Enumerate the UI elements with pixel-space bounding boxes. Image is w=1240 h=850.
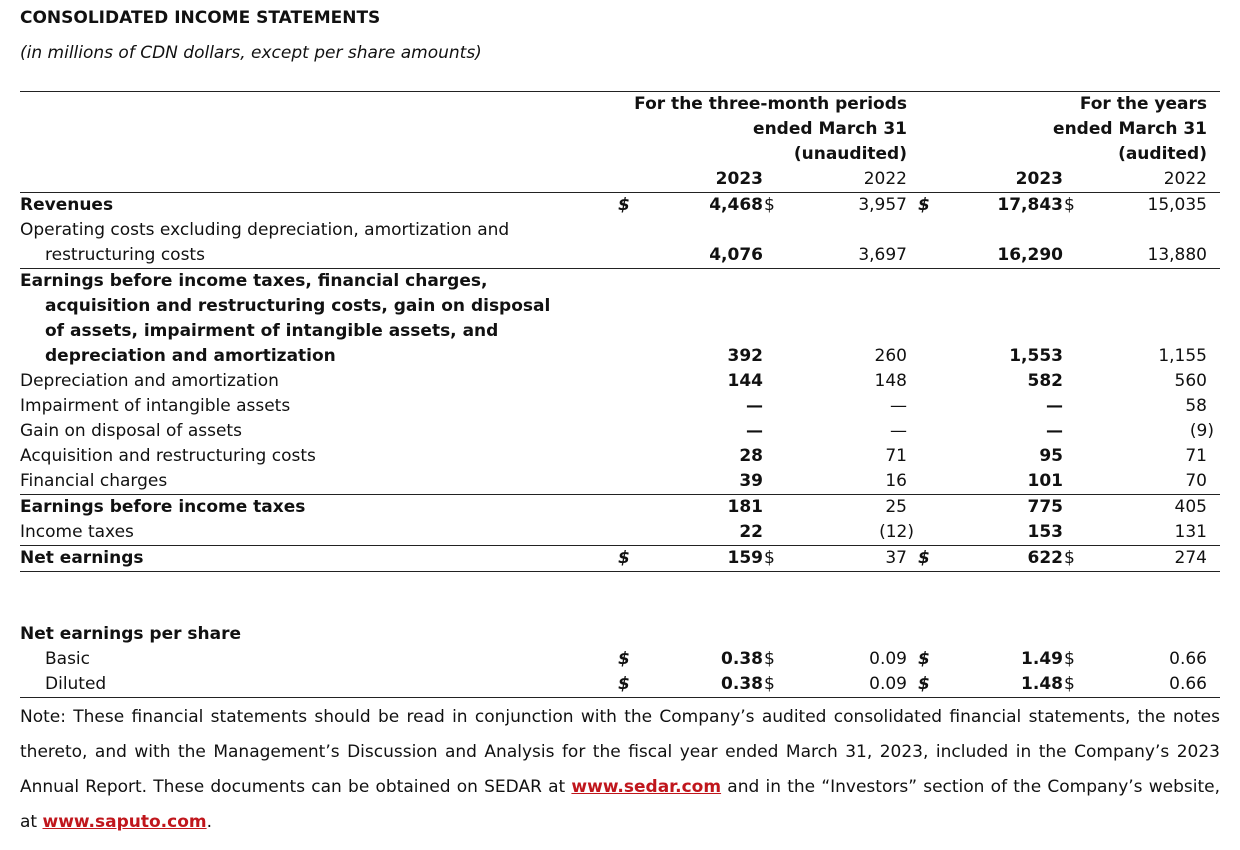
cell-2023-y: 1.48 [1021,674,1063,694]
cell-2023-q: — [746,396,763,416]
note-text: . [206,812,212,832]
table-row-income-taxes [0,520,1240,545]
cell-2023-y: — [1046,421,1063,441]
row-label: Net earnings [20,548,144,568]
currency-sign: $ [1064,649,1075,669]
row-label: acquisition and restructuring costs, gain on disposal [45,296,551,316]
cell-2023-q: 0.38 [721,674,763,694]
year-2022-three-month: 2022 [863,169,907,189]
cell-2023-y: 775 [1027,497,1063,517]
currency-sign: $ [918,548,930,568]
cell-2022-q: (12) [879,522,914,542]
cell-2023-y: 17,843 [997,195,1063,215]
saputo-link[interactable]: www.saputo.com [42,812,207,832]
row-label: Depreciation and amortization [20,371,279,391]
currency-sign: $ [618,548,630,568]
table-row-operating-costs-cont [0,243,1240,268]
cell-2023-q: — [746,421,763,441]
cell-2023-y: 582 [1027,371,1063,391]
note-text: and in the “Investors” section of the Company’s website, at [20,777,1220,832]
cell-2023-y: 153 [1027,522,1063,542]
cell-2022-y: (9) [1189,421,1214,441]
table-row-financial-charges [0,469,1240,494]
cell-2022-q: 148 [874,371,907,391]
table-row-impairment [0,394,1240,419]
table-row-gain-disposal [0,419,1240,444]
cell-2022-q: 16 [885,471,907,491]
row-label: restructuring costs [45,245,205,265]
row-label: of assets, impairment of intangible assets, and [45,321,499,341]
cell-2023-q: 392 [727,346,763,366]
footnote [20,700,1220,840]
eps-rule [20,697,1220,698]
table-row-depreciation [0,369,1240,394]
cell-2023-y: 1,553 [1009,346,1063,366]
cell-2022-y: 131 [1174,522,1207,542]
cell-2022-q: 260 [874,346,907,366]
currency-sign: $ [764,195,775,215]
cell-2023-q: 39 [739,471,763,491]
currency-sign: $ [764,548,775,568]
row-label: Earnings before income taxes [20,497,306,517]
cell-2022-q: 25 [885,497,907,517]
cell-2022-q: 37 [885,548,907,568]
currency-sign: $ [918,649,930,669]
cell-2022-q: 3,957 [858,195,907,215]
row-label: Earnings before income taxes, financial charges, [20,271,488,291]
currency-sign: $ [1064,195,1075,215]
currency-sign: $ [918,195,930,215]
cell-2023-y: 622 [1027,548,1063,568]
row-label: Gain on disposal of assets [20,421,242,441]
cell-2022-y: 13,880 [1147,245,1207,265]
row-label: Operating costs excluding depreciation, amortization and [20,220,510,240]
cell-2023-q: 144 [727,371,763,391]
currency-sign: $ [764,674,775,694]
cell-2023-y: 101 [1027,471,1063,491]
currency-sign: $ [1064,674,1075,694]
statement-title: CONSOLIDATED INCOME STATEMENTS [20,8,381,28]
currency-sign: $ [918,674,930,694]
eps-heading-row [0,622,1240,647]
table-row-eps-basic [0,647,1240,672]
cell-2022-y: 560 [1174,371,1207,391]
currency-sign: $ [764,649,775,669]
table-row-acquisition [0,444,1240,469]
cell-2023-q: 22 [739,522,763,542]
statement-subtitle: (in millions of CDN dollars, except per share amounts) [20,43,482,63]
table-row-ebitda-1 [0,269,1240,294]
sedar-link[interactable]: www.sedar.com [571,777,722,797]
eps-heading: Net earnings per share [20,624,242,644]
cell-2022-y: 70 [1185,471,1207,491]
cell-2022-q: 71 [885,446,907,466]
table-row-revenues [0,193,1240,218]
currency-sign: $ [1064,548,1075,568]
top-rule [20,91,1220,92]
cell-2023-q: 0.38 [721,649,763,669]
year-2022-years: 2022 [1163,169,1207,189]
cell-2023-q: 4,468 [709,195,763,215]
cell-2022-y: 405 [1174,497,1207,517]
table-row-ebt [0,495,1240,520]
years-header: For the years ended March 31 (audited) [1053,94,1207,164]
cell-2022-q: — [890,396,907,416]
currency-sign: $ [618,674,630,694]
cell-2022-y: 274 [1174,548,1207,568]
currency-sign: $ [618,649,630,669]
cell-2023-y: — [1046,396,1063,416]
cell-2022-y: 0.66 [1169,649,1207,669]
cell-2022-q: 0.09 [869,649,907,669]
note-text: Note: These financial statements should be read in conjunction with the Company’s audited consolidated financial statements, the notes thereto, and with the Management’s Discussion and Analysis for the fiscal year ended March 31, 2023, included in the Company’s 2023 Annual Report. These documents can be obtained on SEDAR at [20,707,1220,797]
table-row-net-earnings [0,546,1240,571]
cell-2023-y: 95 [1039,446,1063,466]
cell-2023-y: 1.49 [1021,649,1063,669]
cell-2022-y: 71 [1185,446,1207,466]
cell-2023-q: 181 [727,497,763,517]
cell-2022-y: 58 [1185,396,1207,416]
currency-sign: $ [618,195,630,215]
cell-2022-y: 1,155 [1158,346,1207,366]
row-label: Income taxes [20,522,134,542]
row-label: Financial charges [20,471,168,491]
table-row-ebitda-3 [0,319,1240,344]
table-row-ebitda-2 [0,294,1240,319]
year-2023-years: 2023 [1015,169,1063,189]
cell-2023-y: 16,290 [997,245,1063,265]
row-label: Diluted [45,674,107,694]
cell-2022-q: 0.09 [869,674,907,694]
cell-2022-q: 3,697 [858,245,907,265]
cell-2022-q: — [890,421,907,441]
row-label: Revenues [20,195,114,215]
row-label: Impairment of intangible assets [20,396,291,416]
row-label: depreciation and amortization [45,346,336,366]
year-2023-three-month: 2023 [715,169,763,189]
total-rule [20,571,1220,572]
cell-2023-q: 159 [727,548,763,568]
cell-2023-q: 28 [739,446,763,466]
table-row-operating-costs [0,218,1240,243]
cell-2022-y: 15,035 [1147,195,1207,215]
row-label: Acquisition and restructuring costs [20,446,316,466]
table-row-ebitda-4 [0,344,1240,369]
three-month-header: For the three-month periods ended March 31 (unaudited) [634,94,907,164]
cell-2022-y: 0.66 [1169,674,1207,694]
table-row-eps-diluted [0,672,1240,697]
row-label: Basic [45,649,91,669]
cell-2023-q: 4,076 [709,245,763,265]
